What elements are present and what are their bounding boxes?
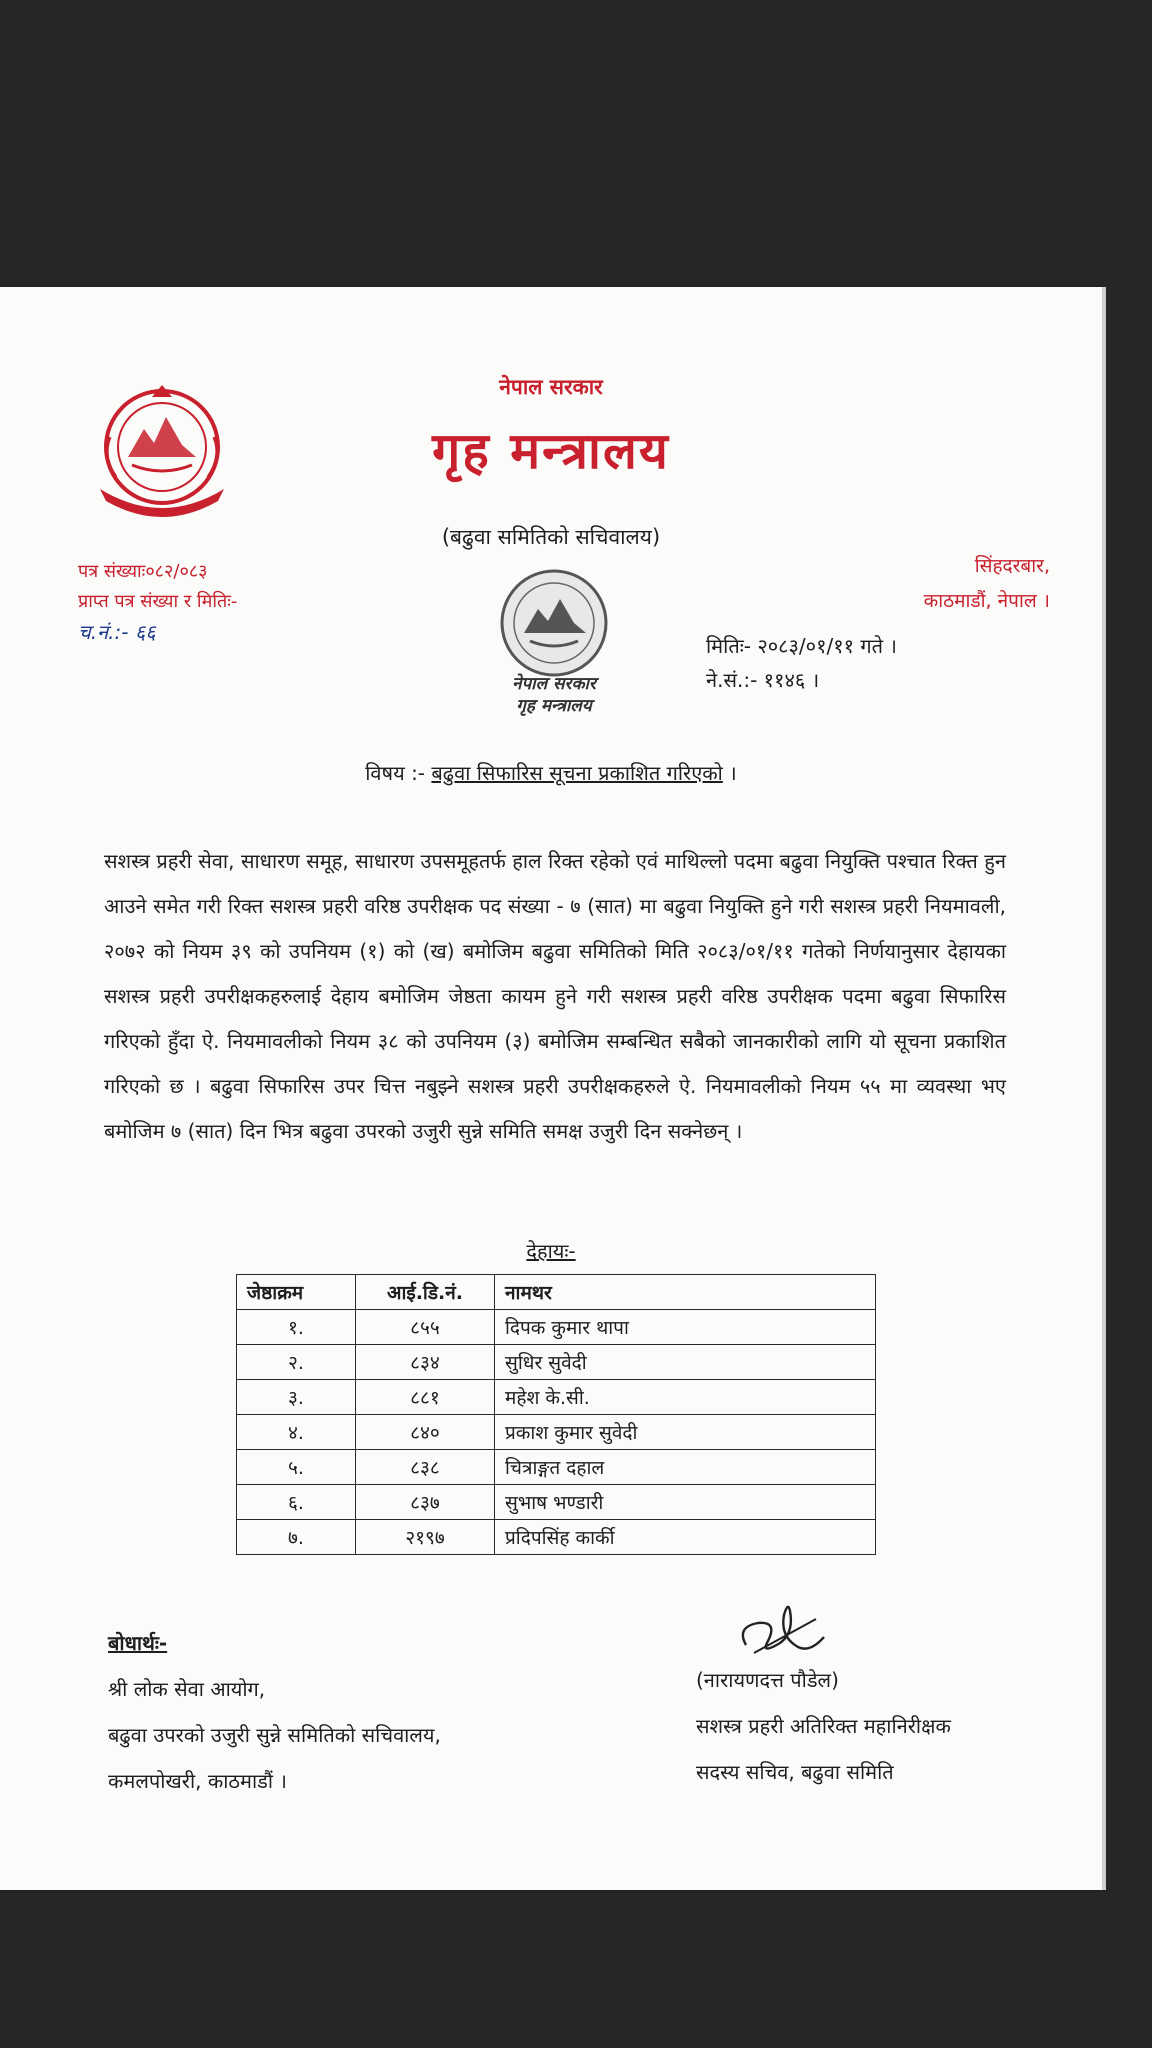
- seniority-cell: ६.: [237, 1485, 356, 1520]
- seniority-cell: २.: [237, 1345, 356, 1380]
- id-cell: ८५५: [356, 1310, 495, 1345]
- date-line: मितिः- २०८३/०१/११ गते ।: [706, 634, 897, 658]
- copy-to-heading: बोधार्थः-: [108, 1631, 168, 1655]
- copy-to-line-3: कमलपोखरी, काठमाडौं ।: [108, 1769, 287, 1793]
- dispatch-number: च.नं.:- ६६: [78, 620, 156, 644]
- notice-document: [0, 287, 1102, 1890]
- subject-line: [0, 759, 1102, 786]
- name-cell: सुधिर सुवेदी: [495, 1345, 876, 1380]
- secretariat-subtitle: (बढुवा समितिको सचिवालय): [441, 525, 661, 549]
- copy-to-line-1: श्री लोक सेवा आयोग,: [108, 1677, 266, 1701]
- government-name: नेपाल सरकार: [499, 375, 603, 399]
- copy-to-block: [108, 1620, 441, 1804]
- signatory-title: सशस्त्र प्रहरी अतिरिक्त महानिरीक्षक: [696, 1714, 951, 1738]
- date-block: [706, 629, 897, 697]
- column-header-seniority: जेष्ठाक्रम: [237, 1275, 356, 1310]
- table-row: [237, 1520, 876, 1555]
- id-cell: ८४०: [356, 1415, 495, 1450]
- letter-number: पत्र संख्याः०८२/०८३: [78, 561, 208, 582]
- subject-label: विषय :-: [365, 761, 432, 785]
- seniority-cell: ३.: [237, 1380, 356, 1415]
- address-block: [924, 549, 1050, 619]
- received-letter-number: प्राप्त पत्र संख्या र मितिः-: [78, 591, 238, 612]
- id-cell: ८३८: [356, 1450, 495, 1485]
- table-row: [237, 1485, 876, 1520]
- signatory-block: [696, 1657, 951, 1795]
- seal-text-2: गृह मन्त्रालय: [516, 696, 592, 716]
- subject-end: ।: [722, 761, 737, 785]
- name-cell: चित्राङ्गत दहाल: [495, 1450, 876, 1485]
- promotion-table: [236, 1274, 876, 1555]
- name-cell: प्रदिपसिंह कार्की: [495, 1520, 876, 1555]
- table-row: [237, 1310, 876, 1345]
- seniority-cell: ७.: [237, 1520, 356, 1555]
- id-cell: ८३७: [356, 1485, 495, 1520]
- seniority-cell: १.: [237, 1310, 356, 1345]
- name-cell: दिपक कुमार थापा: [495, 1310, 876, 1345]
- table-row: [237, 1450, 876, 1485]
- column-header-id: आई.डि.नं.: [356, 1275, 495, 1310]
- table-row: [237, 1380, 876, 1415]
- subject-text: बढुवा सिफारिस सूचना प्रकाशित गरिएको: [431, 761, 723, 785]
- column-header-name: नामथर: [495, 1275, 876, 1310]
- seal-text-1: नेपाल सरकार: [512, 674, 596, 694]
- seniority-cell: ४.: [237, 1415, 356, 1450]
- ministry-seal-icon: [490, 567, 618, 717]
- copy-to-line-2: बढुवा उपरको उजुरी सुन्ने समितिको सचिवालय,: [108, 1723, 441, 1747]
- ministry-title: गृह मन्त्रालय: [432, 422, 670, 480]
- signatory-name: (नारायणदत्त पौडेल): [696, 1668, 839, 1692]
- id-cell: २१९७: [356, 1520, 495, 1555]
- name-cell: महेश के.सी.: [495, 1380, 876, 1415]
- bottom-dark-bar: [0, 1895, 1152, 2048]
- id-cell: ८८१: [356, 1380, 495, 1415]
- table-row: [237, 1415, 876, 1450]
- table-row: [237, 1345, 876, 1380]
- address-line-2: काठमाडौं, नेपाल ।: [923, 590, 1050, 612]
- list-heading: देहायः-: [526, 1239, 576, 1263]
- signatory-role: सदस्य सचिव, बढुवा समिति: [696, 1760, 894, 1784]
- table-header-row: [237, 1275, 876, 1310]
- paper-edge: [1102, 287, 1106, 1890]
- name-cell: प्रकाश कुमार सुवेदी: [495, 1415, 876, 1450]
- seniority-cell: ५.: [237, 1450, 356, 1485]
- notice-body: सशस्त्र प्रहरी सेवा, साधारण समूह, साधारण उपसमूहतर्फ हाल रिक्त रहेको एवं माथिल्लो पदमा बढुवा नियुक्ति पश्चात रिक्त हुन आउने समेत गरी रिक्त सशस्त्र प्रहरी वरिष्ठ उपरीक्षक पद संख्या - ७ (सात) मा बढुवा नियुक्ति हुने गरी सशस्त्र प्रहरी नियमावली, २०७२ को नियम ३९ को उपनियम (१) को (ख) बमोजिम बढुवा समितिको मिति २०८३/०१/११ गतेको निर्णयानुसार देहायका सशस्त्र प्रहरी उपरीक्षकहरुलाई देहाय बमोजिम जेष्ठता कायम हुने गरी सशस्त्र प्रहरी वरिष्ठ उपरीक्षक पदमा बढुवा सिफारिस गरिएको हुँदा ऐ. नियमावलीको नियम ३८ को उपनियम (३) बमोजिम सम्बन्धित सबैको जानकारीको लागि यो सूचना प्रकाशित गरिएको छ । बढुवा सिफारिस उपर चित्त नबुझ्ने सशस्त्र प्रहरी उपरीक्षकहरुले ऐ. नियमावलीको नियम ५५ मा व्यवस्था भए बमोजिम ७ (सात) दिन भित्र बढुवा उपरको उजुरी सुन्ने समिति समक्ष उजुरी दिन सक्नेछन् ।: [104, 849, 1006, 1143]
- name-cell: सुभाष भण्डारी: [495, 1485, 876, 1520]
- id-cell: ८३४: [356, 1345, 495, 1380]
- address-line-1: सिंहदरबार,: [974, 555, 1050, 577]
- nepal-sambat-line: ने.सं.:- ११४६ ।: [706, 668, 820, 692]
- reference-block: [78, 557, 237, 647]
- top-dark-bar: [0, 0, 1152, 287]
